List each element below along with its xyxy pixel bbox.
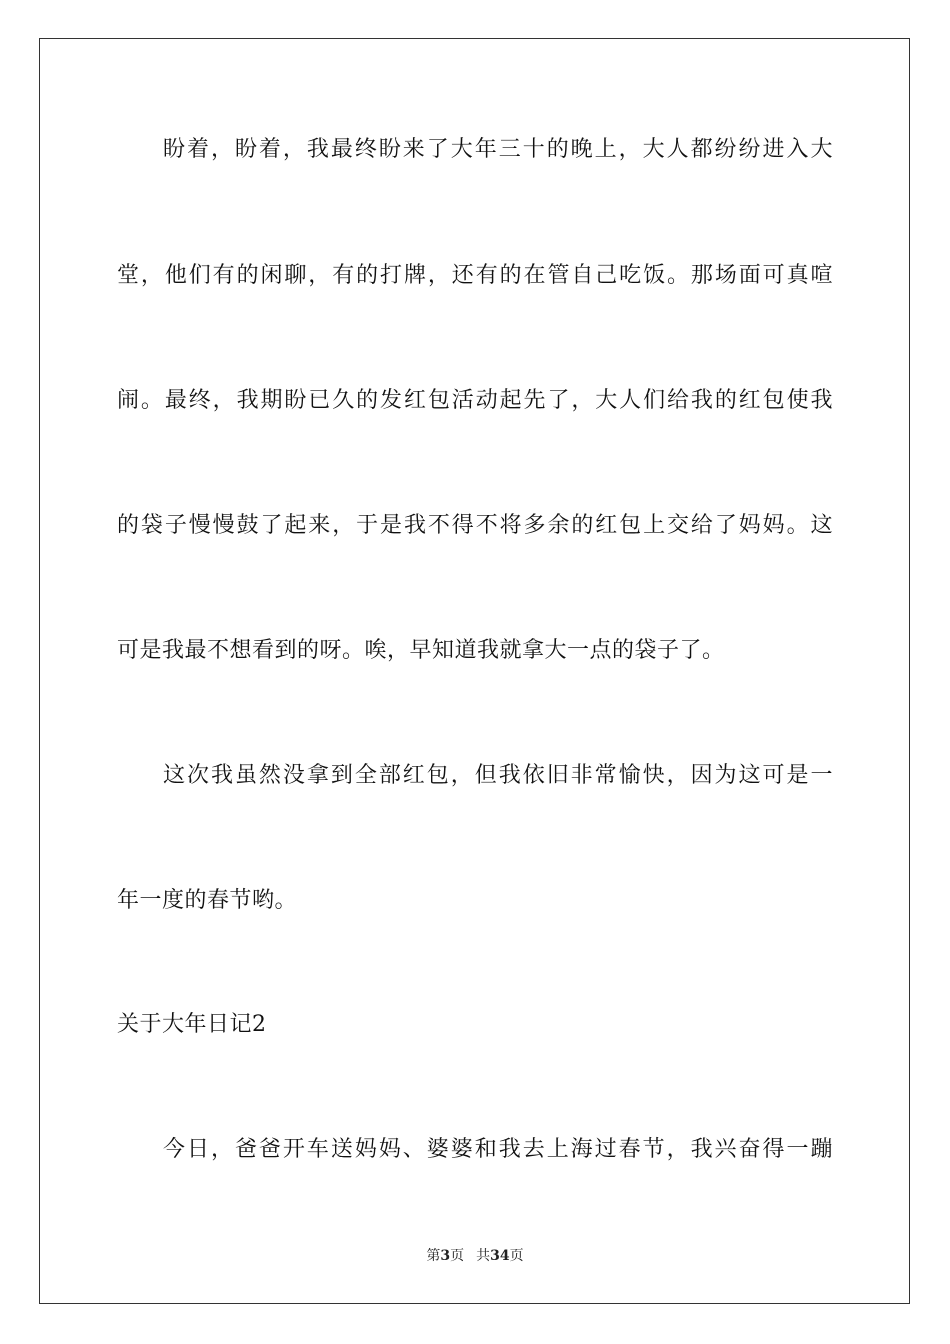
paragraph-line-9: 今日，爸爸开车送妈妈、婆婆和我去上海过春节，我兴奋得一蹦 (163, 1137, 833, 1162)
total-suffix: 页 (509, 1248, 524, 1264)
page-current: 3 (440, 1248, 451, 1264)
page-total: 34 (490, 1248, 510, 1264)
total-prefix: 共 (476, 1248, 491, 1264)
paragraph-line-1: 盼着，盼着，我最终盼来了大年三十的晚上，大人都纷纷进入大 (163, 137, 833, 162)
paragraph-line-5: 可是我最不想看到的呀。唉，早知道我就拿大一点的袋子了。 (117, 638, 725, 663)
page-prefix: 第 (426, 1248, 441, 1264)
section-heading: 关于大年日记2 (117, 1012, 267, 1037)
paragraph-line-4: 的袋子慢慢鼓了起来，于是我不得不将多余的红包上交给了妈妈。这 (117, 513, 833, 538)
page-suffix: 页 (450, 1248, 465, 1264)
paragraph-line-7: 年一度的春节哟。 (117, 888, 298, 913)
paragraph-line-6: 这次我虽然没拿到全部红包，但我依旧非常愉快，因为这可是一 (163, 763, 833, 788)
paragraph-line-3: 闹。最终，我期盼已久的发红包活动起先了，大人们给我的红包使我 (117, 388, 833, 413)
page-footer (0, 1246, 950, 1266)
paragraph-line-2: 堂，他们有的闲聊，有的打牌，还有的在管自己吃饭。那场面可真喧 (117, 263, 833, 288)
page-border (39, 38, 910, 1304)
